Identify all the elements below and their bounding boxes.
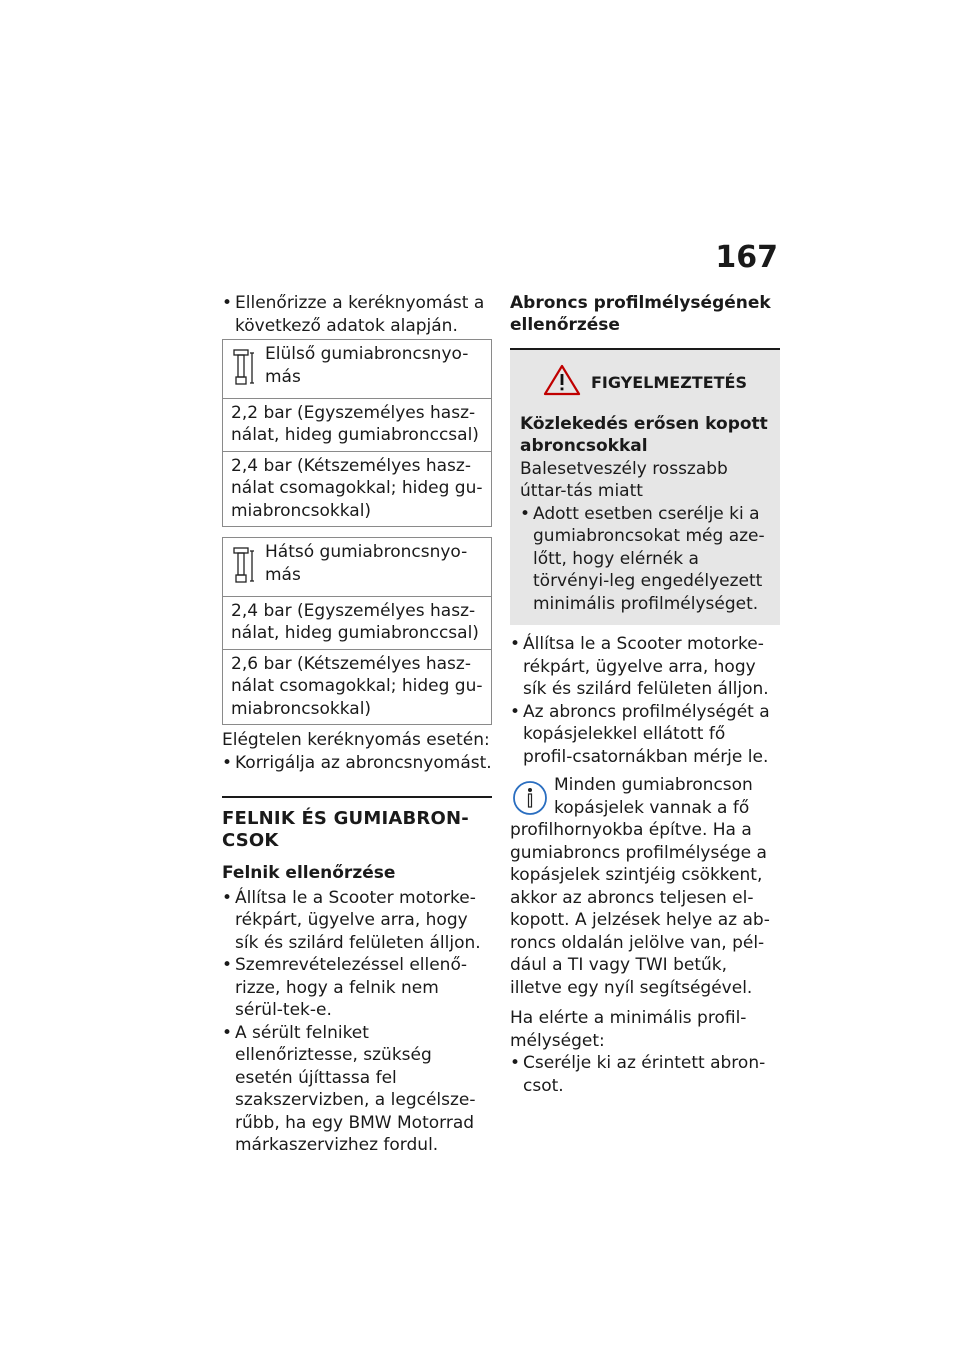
left-column bbox=[222, 292, 492, 1157]
warning-bold-text: Közlekedés erősen kopott abroncsokkal bbox=[520, 413, 768, 456]
front-pressure-table bbox=[222, 339, 492, 527]
rim-bullet-2: • Szemrevételezéssel ellenő-rizze, hogy a felnik nem sérül-tek-e. bbox=[222, 954, 492, 1022]
intro-line-2: következő adatok alapján. bbox=[235, 315, 458, 336]
warning-label: FIGYELMEZTETÉS bbox=[590, 373, 748, 392]
info-rest: profilhornyokba építve. Ha a gumiabroncs profilmélysége a kopásjelek szintjéig csökkent, akkor az abroncs teljesen el-kopott. A jelzések helye az ab-roncs oldalán jelölve van, pél-dául a TI vagy TWI betűk, illetve egy nyíl segítségével. bbox=[510, 820, 770, 998]
front-pressure-heading: Elülső gumiabroncsnyo-más bbox=[265, 344, 469, 387]
replace-tire-bullet: • Cserélje ki az érintett abron-csot. bbox=[510, 1052, 780, 1097]
info-note bbox=[510, 774, 780, 999]
warning-text: Balesetveszély rosszabb úttar-tás miatt bbox=[520, 458, 728, 501]
tread-bullet-2: • Az abroncs profilmélységét a kopásjelekkel ellátott fő profil-csatornákban mérje le. bbox=[510, 701, 780, 769]
tread-bullet-1: • Állítsa le a Scooter motorke-rékpárt, ügyelve arra, hogy sík és szilárd felületen álljon. bbox=[510, 633, 780, 701]
min-depth-reached-text: Ha elérte a minimális profil-mélységet: bbox=[510, 1008, 747, 1051]
tire-pressure-icon bbox=[231, 541, 257, 592]
warning-bullet: • Adott esetben cserélje ki a gumiabroncsokat még aze-lőtt, hogy elérnék a törvényi-leg engedélyezett minimális profilmélységet. bbox=[520, 503, 770, 616]
front-pressure-row-2: 2,4 bar (Kétszemélyes hasz-nálat csomagokkal; hideg gu-miabroncsokkal) bbox=[223, 451, 492, 527]
rear-pressure-row-2: 2,6 bar (Kétszemélyes hasz-nálat csomagokkal; hideg gu-miabroncsokkal) bbox=[223, 649, 492, 725]
rim-bullet-3: • A sérült felniket ellenőriztesse, szükség esetén újíttassa fel szakszervizben, a legcélsze-rűbb, ha egy BMW Motorrad márkaszervizhez fordul. bbox=[222, 1022, 492, 1157]
rim-bullet-1: • Állítsa le a Scooter motorke-rékpárt, ügyelve arra, hogy sík és szilárd felületen álljon. bbox=[222, 887, 492, 955]
warning-triangle-icon bbox=[543, 364, 581, 403]
warning-box bbox=[510, 348, 780, 625]
intro-bullet bbox=[222, 292, 492, 337]
warning-header bbox=[520, 364, 770, 403]
section-title-rims-tires: FELNIK ÉS GUMIABRON-CSOK bbox=[222, 796, 492, 852]
intro-line-1: • Ellenőrizze a keréknyomást a bbox=[235, 293, 485, 313]
insufficient-pressure-text: Elégtelen keréknyomás esetén: bbox=[222, 730, 490, 750]
subheading-rim-check: Felnik ellenőrzése bbox=[222, 863, 396, 883]
right-column bbox=[510, 292, 780, 1097]
rear-pressure-row-1: 2,4 bar (Egyszemélyes hasz-nálat, hideg gumiabronccsal) bbox=[223, 596, 492, 649]
correct-pressure-bullet: • Korrigálja az abroncsnyomást. bbox=[222, 752, 492, 775]
rear-pressure-table bbox=[222, 537, 492, 725]
info-first-lines: Minden gumiabroncson kopásjelek vannak a fő bbox=[554, 775, 753, 818]
info-icon bbox=[512, 780, 548, 816]
page-number: 167 bbox=[715, 240, 778, 275]
front-pressure-row-1: 2,2 bar (Egyszemélyes hasz-nálat, hideg gumiabronccsal) bbox=[223, 398, 492, 451]
tire-pressure-icon bbox=[231, 343, 257, 394]
tread-depth-heading: Abroncs profilmélységének ellenőrzése bbox=[510, 293, 771, 335]
rear-pressure-heading: Hátsó gumiabroncsnyo-más bbox=[265, 542, 468, 585]
